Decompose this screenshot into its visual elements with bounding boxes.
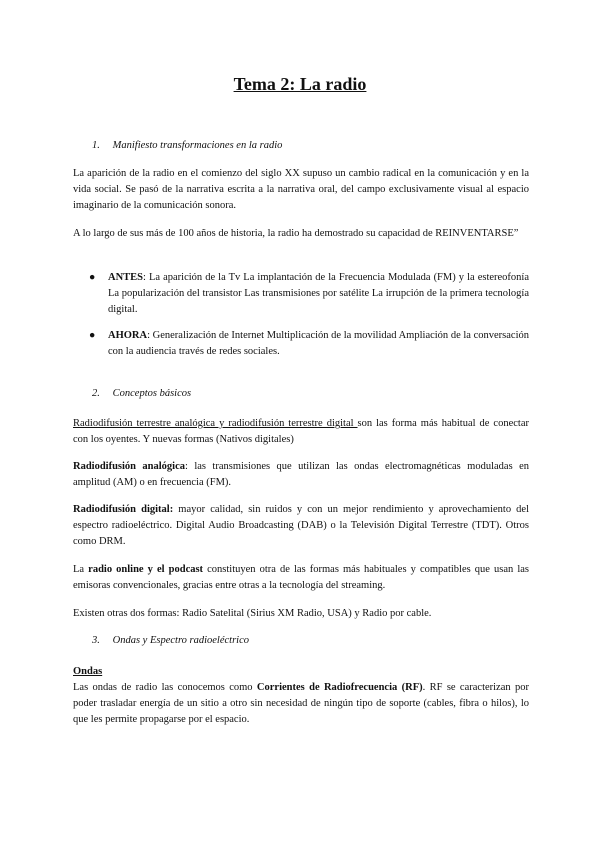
paragraph-terrestrial (73, 416, 529, 448)
bullet-dot: ● (89, 272, 96, 283)
paragraph-text: son las forma más habitual de conectar con los oyentes. Y nuevas formas (Nativos digitales) (73, 418, 529, 445)
page-title: Tema 2: La radio (233, 74, 367, 94)
term-bold: Corrientes de Radiofrecuencia (RF) (256, 682, 423, 693)
term-bold: radio online y el podcast (88, 564, 204, 575)
paragraph-radio-origin: La aparición de la radio en el comienzo del siglo XX supuso un cambio radical en la comunicación y en la vida social. Se pasó de la narrativa escrita a la narrativa oral, del campo exclusivamente visual al espacio imaginario de la comunicación sonora. (73, 168, 529, 211)
section-number: 3. (92, 635, 100, 646)
term-bold: Radiodifusión analógica (73, 461, 186, 472)
section-label: Conceptos básicos (112, 388, 192, 399)
paragraph-digital (73, 502, 529, 550)
paragraph-online-podcast (73, 562, 529, 594)
paragraph-text: La (73, 564, 89, 575)
paragraph-other-forms: Existen otras dos formas: Radio Satelital (Sirius XM Radio, USA) y Radio por cable. (73, 608, 432, 619)
paragraph-text: constituyen otra de las formas más habituales y compatibles que usan las emisoras convencionales, gracias entre otras a la tecnología del streaming. (73, 564, 529, 591)
section-label: Manifiesto transformaciones en la radio (112, 140, 283, 151)
paragraph-text: . RF se caracterizan por poder trasladar energía de un sitio a otro sin necesidad de ningún tipo de soporte (cables, fibra o hilos), lo que les permite propagarse por el espacio. (73, 682, 529, 725)
bullet-ahora (108, 328, 529, 360)
section-heading-2 (92, 388, 191, 399)
bullet-text: : Generalización de Internet Multiplicación de la movilidad Ampliación de la conversación con la audiencia través de redes sociales. (108, 330, 529, 357)
bullet-dot: ● (89, 330, 96, 341)
paragraph-text: : las transmisiones que utilizan las ondas electromagnéticas moduladas en amplitud (AM) o en frecuencia (FM). (73, 461, 529, 488)
section-heading-3 (92, 635, 249, 646)
paragraph-analog (73, 459, 529, 491)
bullet-term: AHORA (108, 330, 148, 341)
section-number: 1. (92, 140, 100, 151)
paragraph-rf (73, 680, 529, 728)
underlined-text: Radiodifusión terrestre analógica y radiodifusión terrestre digital (73, 418, 358, 429)
bullet-text: : La aparición de la Tv La implantación de la Frecuencia Modulada (FM) y la estereofonía La popularización del transistor Las transmisiones por satélite La irrupción de la primera tecnología digital. (108, 272, 529, 315)
paragraph-text: mayor calidad, sin ruidos y con un mejor rendimiento y aprovechamiento del espectro radioeléctrico. Digital Audio Broadcasting (DAB) o la Televisión Digital Terrestre (TDT). Otros como DRM. (73, 504, 529, 547)
term-bold: Radiodifusión digital: (73, 504, 174, 515)
section-label: Ondas y Espectro radioeléctrico (112, 635, 249, 646)
section-heading-1 (92, 140, 282, 151)
bullet-antes (108, 270, 529, 318)
bullet-term: ANTES (108, 272, 144, 283)
subheading-ondas: Ondas (73, 666, 103, 677)
paragraph-reinvent: A lo largo de sus más de 100 años de historia, la radio ha demostrado su capacidad de REINVENTARSE” (73, 228, 519, 239)
paragraph-text: Las ondas de radio las conocemos como (73, 682, 257, 693)
section-number: 2. (92, 388, 100, 399)
